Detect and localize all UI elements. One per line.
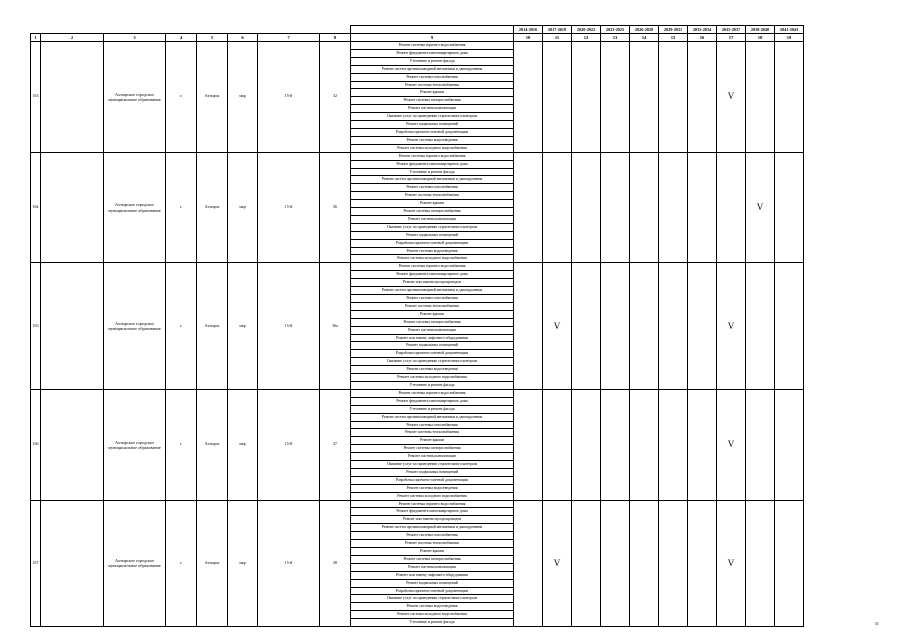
record-number: 165 bbox=[31, 263, 41, 390]
work-type: Ремонт системы электроснабжения bbox=[351, 555, 514, 563]
work-type: Оказание услуг по проведению строительного контроля bbox=[351, 461, 514, 469]
work-type: Ремонт системы водоотведения bbox=[351, 603, 514, 611]
period-cell bbox=[572, 152, 601, 263]
period-mark: V bbox=[717, 500, 746, 627]
work-type: Ремонт системы водоотведения bbox=[351, 366, 514, 374]
record-number: 166 bbox=[31, 389, 41, 500]
work-type: Ремонт системы электроснабжения bbox=[351, 97, 514, 105]
settlement-type: г. bbox=[166, 389, 197, 500]
period-cell bbox=[688, 263, 717, 390]
work-type: Ремонт системы холодного водоснабжения bbox=[351, 255, 514, 263]
work-type: Утепление и ремонт фасада bbox=[351, 405, 514, 413]
work-type: Ремонт системы горячего водоснабжения bbox=[351, 500, 514, 508]
header-col-number: 15 bbox=[659, 34, 688, 42]
work-type: Ремонт фундамента многоквартирного дома bbox=[351, 271, 514, 279]
house-number: 37 bbox=[320, 389, 351, 500]
work-type: Разработка проектно-сметной документации bbox=[351, 350, 514, 358]
work-type: Ремонт фундамента многоквартирного дома bbox=[351, 49, 514, 57]
header-col-number: 12 bbox=[572, 34, 601, 42]
period-cell bbox=[601, 152, 630, 263]
period-mark: V bbox=[746, 152, 775, 263]
header-blank-cell bbox=[228, 26, 258, 34]
work-type: Ремонт подвальных помещений bbox=[351, 342, 514, 350]
work-type: Ремонт подвальных помещений bbox=[351, 231, 514, 239]
header-col-number: 10 bbox=[514, 34, 543, 42]
header-colnum-row bbox=[31, 34, 804, 42]
settlement-type: г. bbox=[166, 152, 197, 263]
work-type: Ремонт системы электроснабжения bbox=[351, 445, 514, 453]
period-cell bbox=[775, 263, 804, 390]
work-type: Ремонт системы газоснабжения bbox=[351, 73, 514, 81]
header-period: 2035-2037 bbox=[717, 26, 746, 34]
table-row bbox=[31, 263, 804, 271]
work-type: Ремонт системы теплоснабжения bbox=[351, 429, 514, 437]
period-cell bbox=[572, 263, 601, 390]
work-type: Ремонт крыши bbox=[351, 437, 514, 445]
record-number: 167 bbox=[31, 500, 41, 627]
period-cell bbox=[630, 152, 659, 263]
municipality-name: Ахтырское городское муниципальное образование bbox=[104, 42, 166, 153]
table-row bbox=[31, 152, 804, 160]
table-row bbox=[31, 42, 804, 50]
header-col-number: 9 bbox=[351, 34, 514, 42]
header-period: 2023-2025 bbox=[601, 26, 630, 34]
work-type: Ремонт систем противопожарной автоматики и дымоудаления bbox=[351, 65, 514, 73]
settlement-name: Ахтырск bbox=[197, 389, 228, 500]
period-cell bbox=[514, 263, 543, 390]
period-cell bbox=[659, 263, 688, 390]
page-number: 31 bbox=[874, 621, 879, 626]
work-type: Ремонт системы канализации bbox=[351, 453, 514, 461]
work-type: Ремонт систем противопожарной автоматики и дымоудаления bbox=[351, 524, 514, 532]
period-mark: V bbox=[717, 42, 746, 153]
header-periods-row bbox=[31, 26, 804, 34]
street-name: 15-й bbox=[258, 42, 320, 153]
header-blank-cell bbox=[351, 26, 514, 34]
settlement-type: г. bbox=[166, 263, 197, 390]
settlement-name: Ахтырск bbox=[197, 152, 228, 263]
period-cell bbox=[543, 152, 572, 263]
work-type: Ремонт системы теплоснабжения bbox=[351, 302, 514, 310]
header-col-number: 11 bbox=[543, 34, 572, 42]
header-blank-cell bbox=[31, 26, 41, 34]
header-blank-cell bbox=[166, 26, 197, 34]
period-cell bbox=[630, 500, 659, 627]
record-blank bbox=[41, 500, 104, 627]
work-type: Ремонт подвальных помещений bbox=[351, 579, 514, 587]
period-cell bbox=[717, 152, 746, 263]
period-cell bbox=[775, 152, 804, 263]
period-cell bbox=[746, 263, 775, 390]
period-cell bbox=[688, 152, 717, 263]
header-period: 2032-2034 bbox=[688, 26, 717, 34]
header-blank-cell bbox=[104, 26, 166, 34]
work-type: Ремонт системы газоснабжения bbox=[351, 295, 514, 303]
period-cell bbox=[572, 389, 601, 500]
work-type: Ремонт или замена мусоропроводов bbox=[351, 279, 514, 287]
settlement-name: Ахтырск bbox=[197, 500, 228, 627]
header-blank-cell bbox=[197, 26, 228, 34]
work-type: Ремонт системы газоснабжения bbox=[351, 421, 514, 429]
header-col-number: 6 bbox=[228, 34, 258, 42]
header-blank-cell bbox=[41, 26, 104, 34]
work-type: Ремонт крыши bbox=[351, 310, 514, 318]
record-blank bbox=[41, 152, 104, 263]
header-blank-cell bbox=[258, 26, 320, 34]
header-col-number: 7 bbox=[258, 34, 320, 42]
work-type: Ремонт подвальных помещений bbox=[351, 468, 514, 476]
work-type: Ремонт крыши bbox=[351, 548, 514, 556]
work-type: Ремонт системы электроснабжения bbox=[351, 318, 514, 326]
period-cell bbox=[601, 500, 630, 627]
header-col-number: 17 bbox=[717, 34, 746, 42]
work-type: Ремонт или замена мусоропроводов bbox=[351, 516, 514, 524]
header-col-number: 18 bbox=[746, 34, 775, 42]
work-type: Разработка проектно-сметной документации bbox=[351, 587, 514, 595]
work-type: Оказание услуг по проведению строительного контроля bbox=[351, 358, 514, 366]
period-cell bbox=[601, 263, 630, 390]
record-blank bbox=[41, 42, 104, 153]
header-period: 2038-2040 bbox=[746, 26, 775, 34]
header-col-number: 4 bbox=[166, 34, 197, 42]
header-blank-cell bbox=[320, 26, 351, 34]
header-col-number: 13 bbox=[601, 34, 630, 42]
header-period: 2020-2022 bbox=[572, 26, 601, 34]
header-col-number: 14 bbox=[630, 34, 659, 42]
header-period: 2029-2031 bbox=[659, 26, 688, 34]
work-type: Ремонт системы горячего водоснабжения bbox=[351, 42, 514, 50]
work-type: Ремонт системы горячего водоснабжения bbox=[351, 263, 514, 271]
settlement-type: г. bbox=[166, 500, 197, 627]
period-cell bbox=[746, 500, 775, 627]
work-type: Ремонт системы водоотведения bbox=[351, 136, 514, 144]
period-cell bbox=[514, 152, 543, 263]
work-type: Ремонт системы канализации bbox=[351, 326, 514, 334]
period-cell bbox=[775, 42, 804, 153]
work-type: Ремонт системы газоснабжения bbox=[351, 532, 514, 540]
period-mark: V bbox=[543, 500, 572, 627]
period-cell bbox=[746, 42, 775, 153]
work-type: Ремонт системы холодного водоснабжения bbox=[351, 611, 514, 619]
municipality-name: Ахтырское городское муниципальное образование bbox=[104, 389, 166, 500]
work-type: Ремонт системы теплоснабжения bbox=[351, 540, 514, 548]
header-period: 2026-2028 bbox=[630, 26, 659, 34]
settlement-name: Ахтырск bbox=[197, 42, 228, 153]
work-type: Ремонт системы канализации bbox=[351, 215, 514, 223]
work-type: Ремонт системы холодного водоснабжения bbox=[351, 374, 514, 382]
period-cell bbox=[630, 42, 659, 153]
house-number: 38 bbox=[320, 500, 351, 627]
work-type: Ремонт системы теплоснабжения bbox=[351, 81, 514, 89]
street-type: мкр bbox=[228, 500, 258, 627]
header-col-number: 1 bbox=[31, 34, 41, 42]
period-cell bbox=[514, 500, 543, 627]
record-number: 164 bbox=[31, 152, 41, 263]
settlement-type: г. bbox=[166, 42, 197, 153]
work-type: Утепление и ремонт фасада bbox=[351, 168, 514, 176]
header-period: 2017-2019 bbox=[543, 26, 572, 34]
header-col-number: 19 bbox=[775, 34, 804, 42]
municipality-name: Ахтырское городское муниципальное образование bbox=[104, 500, 166, 627]
period-cell bbox=[746, 389, 775, 500]
work-type: Ремонт крыши bbox=[351, 89, 514, 97]
period-cell bbox=[659, 42, 688, 153]
work-type: Ремонт или замену лифтового оборудования bbox=[351, 571, 514, 579]
period-cell bbox=[659, 152, 688, 263]
period-cell bbox=[543, 389, 572, 500]
work-type: Ремонт системы холодного водоснабжения bbox=[351, 144, 514, 152]
work-type: Ремонт фундамента многоквартирного дома bbox=[351, 397, 514, 405]
header-col-number: 2 bbox=[41, 34, 104, 42]
work-type: Ремонт систем противопожарной автоматики и дымоудаления bbox=[351, 287, 514, 295]
work-type: Ремонт системы канализации bbox=[351, 105, 514, 113]
period-cell bbox=[601, 389, 630, 500]
period-cell bbox=[688, 500, 717, 627]
header-col-number: 8 bbox=[320, 34, 351, 42]
work-type: Ремонт системы водоотведения bbox=[351, 484, 514, 492]
table-row bbox=[31, 389, 804, 397]
record-blank bbox=[41, 263, 104, 390]
table-row bbox=[31, 500, 804, 508]
work-type: Ремонт систем противопожарной автоматики и дымоудаления bbox=[351, 176, 514, 184]
work-type: Ремонт системы холодного водоснабжения bbox=[351, 492, 514, 500]
work-type: Ремонт крыши bbox=[351, 200, 514, 208]
capital-repair-table bbox=[30, 25, 804, 627]
work-type: Разработка проектно-сметной документации bbox=[351, 128, 514, 136]
street-name: 15-й bbox=[258, 152, 320, 263]
period-cell bbox=[688, 389, 717, 500]
work-type: Ремонт системы газоснабжения bbox=[351, 184, 514, 192]
street-type: мкр bbox=[228, 389, 258, 500]
work-type: Ремонт фундамента многоквартирного дома bbox=[351, 160, 514, 168]
municipality-name: Ахтырское городское муниципальное образование bbox=[104, 263, 166, 390]
house-number: 36а bbox=[320, 263, 351, 390]
work-type: Оказание услуг по проведению строительного контроля bbox=[351, 113, 514, 121]
period-mark: V bbox=[717, 389, 746, 500]
header-col-number: 5 bbox=[197, 34, 228, 42]
work-type: Утепление и ремонт фасада bbox=[351, 57, 514, 65]
work-type: Ремонт системы электроснабжения bbox=[351, 208, 514, 216]
work-type: Ремонт систем противопожарной автоматики и дымоудаления bbox=[351, 413, 514, 421]
period-cell bbox=[543, 42, 572, 153]
period-cell bbox=[601, 42, 630, 153]
work-type: Ремонт подвальных помещений bbox=[351, 121, 514, 129]
header-col-number: 3 bbox=[104, 34, 166, 42]
work-type: Разработка проектно-сметной документации bbox=[351, 239, 514, 247]
period-cell bbox=[775, 500, 804, 627]
street-name: 15-й bbox=[258, 263, 320, 390]
street-name: 15-й bbox=[258, 389, 320, 500]
record-number: 163 bbox=[31, 42, 41, 153]
house-number: 36 bbox=[320, 152, 351, 263]
work-type: Оказание услуг по проведению строительного контроля bbox=[351, 595, 514, 603]
header-period: 2014-2016 bbox=[514, 26, 543, 34]
period-cell bbox=[514, 42, 543, 153]
header-period: 2041-2043 bbox=[775, 26, 804, 34]
record-blank bbox=[41, 389, 104, 500]
street-name: 15-й bbox=[258, 500, 320, 627]
work-type: Ремонт системы теплоснабжения bbox=[351, 192, 514, 200]
period-cell bbox=[775, 389, 804, 500]
street-type: мкр bbox=[228, 42, 258, 153]
street-type: мкр bbox=[228, 152, 258, 263]
period-cell bbox=[688, 42, 717, 153]
work-type: Ремонт фундамента многоквартирного дома bbox=[351, 508, 514, 516]
work-type: Ремонт системы горячего водоснабжения bbox=[351, 389, 514, 397]
work-type: Ремонт системы водоотведения bbox=[351, 247, 514, 255]
house-number: 32 bbox=[320, 42, 351, 153]
period-cell bbox=[659, 500, 688, 627]
period-mark: V bbox=[543, 263, 572, 390]
period-cell bbox=[659, 389, 688, 500]
work-type: Оказание услуг по проведению строительного контроля bbox=[351, 223, 514, 231]
period-cell bbox=[572, 500, 601, 627]
street-type: мкр bbox=[228, 263, 258, 390]
work-type: Ремонт системы горячего водоснабжения bbox=[351, 152, 514, 160]
period-cell bbox=[514, 389, 543, 500]
work-type: Ремонт или замену лифтового оборудования bbox=[351, 334, 514, 342]
work-type: Ремонт системы канализации bbox=[351, 563, 514, 571]
municipality-name: Ахтырское городское муниципальное образование bbox=[104, 152, 166, 263]
period-cell bbox=[630, 263, 659, 390]
work-type: Разработка проектно-сметной документации bbox=[351, 476, 514, 484]
period-mark: V bbox=[717, 263, 746, 390]
settlement-name: Ахтырск bbox=[197, 263, 228, 390]
header-col-number: 16 bbox=[688, 34, 717, 42]
period-cell bbox=[572, 42, 601, 153]
period-cell bbox=[630, 389, 659, 500]
work-type: Утепление и ремонт фасада bbox=[351, 381, 514, 389]
work-type: Утепление и ремонт фасада bbox=[351, 619, 514, 627]
